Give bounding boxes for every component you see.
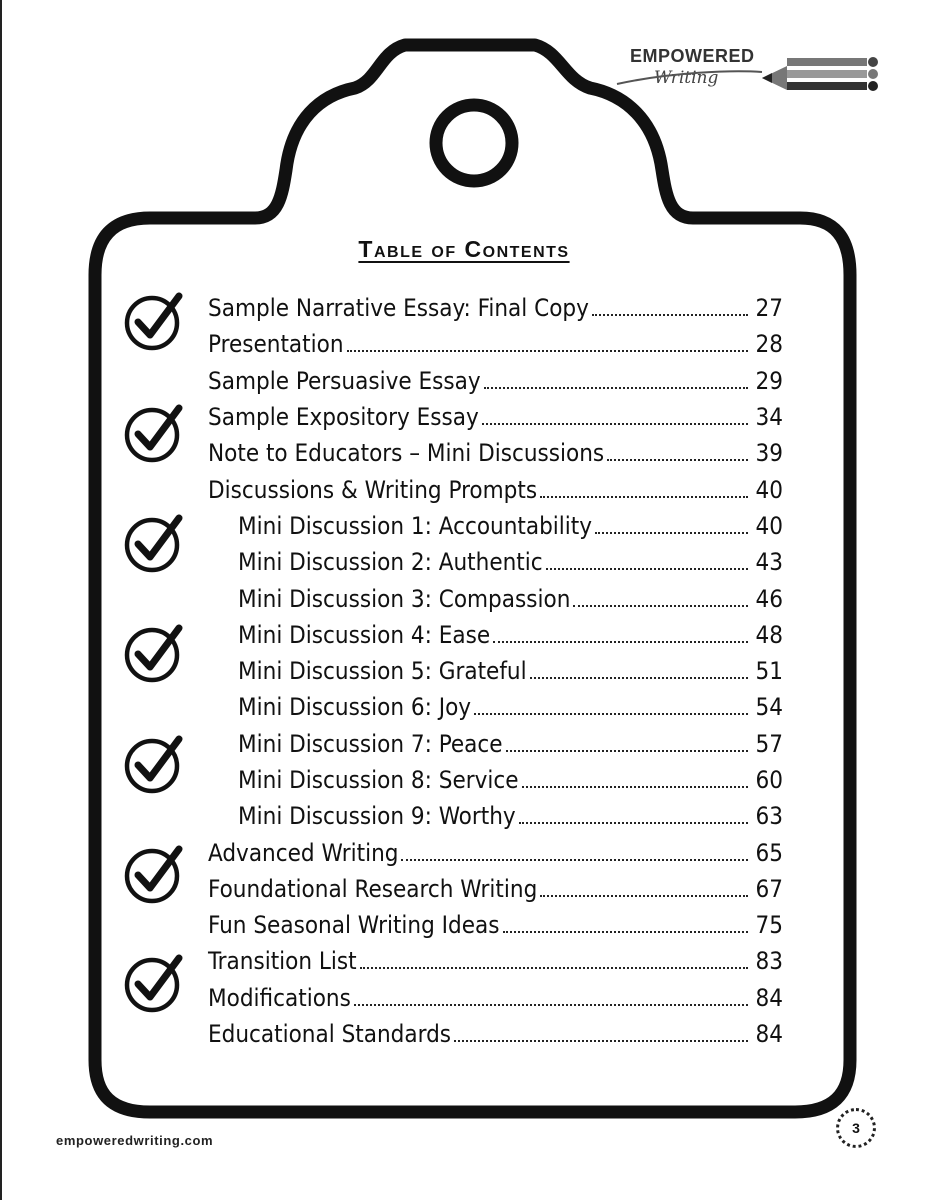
logo-text-top: EMPOWERED: [630, 46, 755, 66]
toc-entry-title: Note to Educators – Mini Discussions: [208, 439, 605, 468]
toc-entry: [208, 943, 783, 979]
toc-entry-page: 48: [755, 620, 783, 649]
toc-entry-page: 65: [755, 838, 783, 867]
toc-entry-title: Educational Standards: [208, 1020, 452, 1049]
dot-leader: [519, 804, 748, 824]
toc-entry-title: Mini Discussion 1: Accountability: [238, 511, 593, 540]
toc-entry-page: 63: [755, 802, 783, 831]
clipboard-ring: [436, 105, 512, 181]
toc-entry: [208, 1016, 783, 1052]
page-number: 3: [852, 1120, 860, 1136]
pencil-icon: [612, 42, 882, 102]
toc-entry: [208, 980, 783, 1016]
dot-leader: [493, 623, 748, 643]
toc-entry: [208, 471, 783, 507]
toc-entry: [208, 508, 783, 544]
toc-entry: [208, 326, 783, 362]
table-of-contents: [208, 290, 783, 1052]
check-circle-icon: [123, 290, 185, 352]
toc-entry-page: 28: [755, 330, 783, 359]
dot-leader: [607, 441, 748, 461]
toc-entry-title: Mini Discussion 3: Compassion: [238, 584, 571, 613]
toc-entry-page: 39: [755, 439, 783, 468]
check-circle-icon: [123, 512, 185, 574]
toc-entry-page: 27: [755, 294, 783, 323]
toc-entry-page: 34: [755, 403, 783, 432]
check-circle-icon: [123, 843, 185, 905]
toc-entry-title: Mini Discussion 4: Ease: [238, 620, 491, 649]
dot-leader: [401, 841, 748, 861]
toc-entry: [208, 726, 783, 762]
dot-leader: [530, 659, 748, 679]
toc-entry: [208, 399, 783, 435]
toc-entry-title: Foundational Research Writing: [208, 874, 538, 903]
toc-entry-title: Advanced Writing: [208, 838, 399, 867]
toc-entry-page: 83: [755, 947, 783, 976]
toc-entry-title: Mini Discussion 5: Grateful: [238, 657, 527, 686]
dot-leader: [354, 986, 748, 1006]
toc-entry-page: 51: [755, 657, 783, 686]
toc-entry-page: 40: [755, 511, 783, 540]
dot-leader: [592, 296, 748, 316]
brand-logo: [612, 42, 882, 102]
page-number-badge: [836, 1108, 876, 1148]
page-title-text: Table of Contents: [358, 236, 570, 262]
toc-entry: [208, 653, 783, 689]
toc-entry-title: Mini Discussion 6: Joy: [238, 693, 472, 722]
toc-entry-page: 43: [755, 548, 783, 577]
dot-leader: [540, 877, 748, 897]
page-title: [0, 236, 928, 263]
toc-entry-page: 75: [755, 911, 783, 940]
toc-entry-title: Mini Discussion 8: Service: [238, 766, 519, 794]
toc-entry-title: Sample Expository Essay: [208, 403, 479, 432]
dot-leader: [503, 913, 748, 933]
toc-entry-page: 57: [755, 729, 783, 758]
toc-entry-page: 67: [755, 874, 783, 903]
dot-leader: [522, 768, 748, 788]
toc-entry-title: Presentation: [208, 330, 344, 359]
toc-entry: [208, 617, 783, 653]
check-circle-icon: [123, 622, 185, 684]
toc-entry-title: Discussions & Writing Prompts: [208, 475, 538, 504]
dot-leader: [484, 369, 748, 389]
toc-entry-page: 46: [755, 584, 783, 613]
toc-entry: [208, 689, 783, 725]
dot-leader: [573, 587, 748, 607]
check-circle-icon: [123, 733, 185, 795]
toc-entry-page: 84: [755, 983, 783, 1012]
toc-entry-page: 29: [755, 366, 783, 395]
dot-leader: [474, 695, 748, 715]
dot-leader: [506, 732, 748, 752]
toc-entry: [208, 907, 783, 943]
toc-entry-title: Transition List: [208, 947, 357, 976]
toc-entry-title: Mini Discussion 7: Peace: [238, 729, 503, 758]
dot-leader: [360, 949, 748, 969]
toc-entry-title: Mini Discussion 2: Authentic: [238, 548, 543, 577]
toc-entry: [208, 762, 783, 798]
toc-entry: [208, 580, 783, 616]
logo-text-bottom: Writing: [654, 68, 719, 88]
toc-entry-title: Modifications: [208, 983, 351, 1012]
check-circle-icon: [123, 402, 185, 464]
check-circle-icon: [123, 952, 185, 1014]
toc-entry: [208, 871, 783, 907]
toc-entry-page: 84: [755, 1020, 783, 1049]
toc-entry-title: Sample Persuasive Essay: [208, 366, 481, 395]
toc-entry-page: 54: [755, 693, 783, 722]
toc-entry: [208, 363, 783, 399]
dot-leader: [454, 1022, 748, 1042]
toc-entry-title: Sample Narrative Essay: Final Copy: [208, 294, 589, 323]
toc-entry: [208, 290, 783, 326]
toc-entry: [208, 544, 783, 580]
dot-leader: [482, 405, 748, 425]
toc-entry: [208, 435, 783, 471]
toc-entry: [208, 798, 783, 834]
dot-leader: [546, 550, 748, 570]
footer-website: empoweredwriting.com: [56, 1133, 214, 1148]
toc-entry-page: 60: [755, 766, 783, 794]
dot-leader: [595, 514, 748, 534]
toc-entry: [208, 834, 783, 870]
dot-leader: [347, 332, 748, 352]
toc-entry-page: 40: [755, 475, 783, 504]
toc-entry-title: Fun Seasonal Writing Ideas: [208, 911, 500, 940]
toc-entry-title: Mini Discussion 9: Worthy: [238, 802, 516, 831]
dot-leader: [540, 478, 748, 498]
